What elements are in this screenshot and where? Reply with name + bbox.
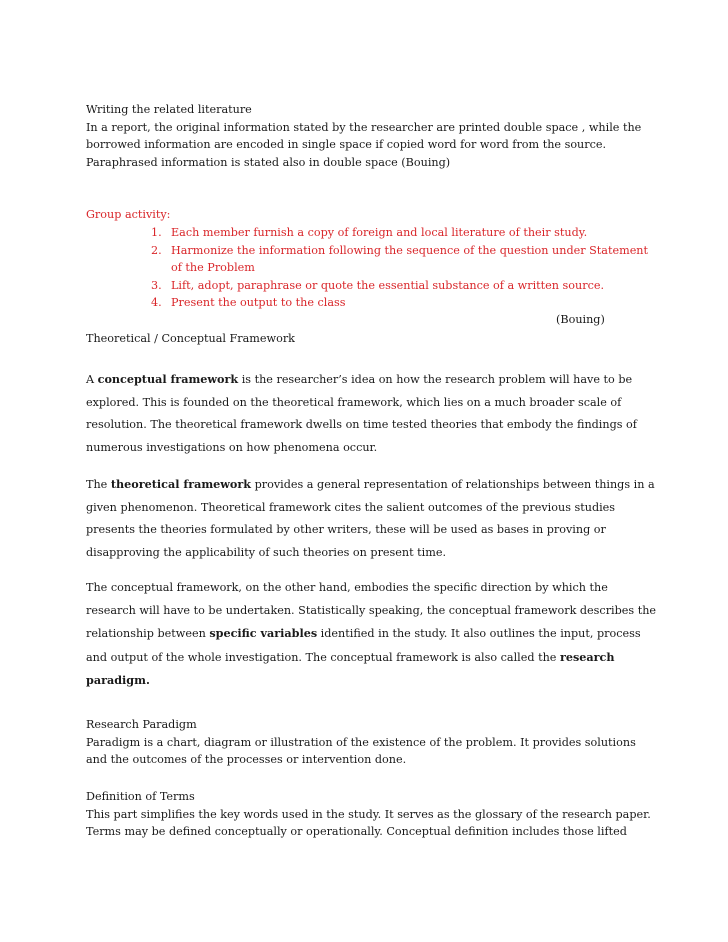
list-item-text: Each member furnish a copy of foreign and local literature of their study. <box>171 226 588 239</box>
list-item-text: Lift, adopt, paraphrase or quote the essential substance of a written source. <box>171 278 605 292</box>
research-paradigm-section <box>86 716 656 769</box>
text-run: The <box>86 478 111 491</box>
paradigm-heading: Research Paradigm <box>86 718 197 731</box>
list-number: 2. <box>151 243 162 257</box>
list-number: 1. <box>151 226 162 239</box>
paragraph-line: given phenomenon. Theoretical framework cites the salient outcomes of the previous studies <box>86 500 616 514</box>
paragraph-line: and the outcomes of the processes or intervention done. <box>86 753 407 767</box>
list-item <box>151 242 648 277</box>
conceptual-direction-paragraph <box>86 577 656 692</box>
paragraph-line <box>86 473 656 497</box>
conceptual-framework-paragraph <box>86 368 656 459</box>
framework-heading: Theoretical / Conceptual Framework <box>86 332 295 345</box>
paragraph-line: Paradigm is a chart, diagram or illustration of the existence of the problem. It provides solutions <box>86 735 636 749</box>
related-heading: Writing the related literature <box>86 103 252 116</box>
list-number: 4. <box>151 296 162 309</box>
theoretical-framework-paragraph <box>86 473 656 564</box>
bold-term: theoretical framework <box>110 477 252 491</box>
bold-term: paradigm. <box>86 673 150 687</box>
text-run: relationship between <box>86 627 210 640</box>
paragraph-line: The conceptual framework, on the other hand, embodies the specific direction by which the <box>86 581 608 594</box>
group-activity-list <box>151 224 648 312</box>
related-line: Paraphrased information is stated also in double space (Bouing) <box>86 156 451 170</box>
paragraph-line: This part simplifies the key words used in the study. It serves as the glossary of the research paper. <box>86 807 651 821</box>
list-item-text: Present the output to the class <box>171 296 346 309</box>
list-item <box>151 294 648 312</box>
paragraph-line: Terms may be defined conceptually or operationally. Conceptual definition includes those lifted <box>86 825 627 839</box>
definition-of-terms-section <box>86 788 656 841</box>
definition-heading: Definition of Terms <box>86 790 195 803</box>
bold-term: research <box>559 649 615 664</box>
text-run: A <box>86 373 98 386</box>
paragraph-line <box>86 622 656 646</box>
paragraph-line: resolution. The theoretical framework dwells on time tested theories that embody the findings of <box>86 418 637 431</box>
text-run: and output of the whole investigation. The conceptual framework is also called the <box>86 650 560 664</box>
text-run: is the researcher’s idea on how the research problem will have to be <box>238 373 633 386</box>
bold-term: specific variables <box>209 626 318 640</box>
related-line: In a report, the original information stated by the researcher are printed double space , while the <box>86 120 642 134</box>
citation: (Bouing) <box>556 313 605 326</box>
paragraph-line: presents the theories formulated by other writers, these will be used as bases in proving or <box>86 523 606 536</box>
related-literature-section <box>86 101 656 172</box>
list-number: 3. <box>151 278 162 292</box>
group-activity-heading: Group activity: <box>86 208 171 221</box>
paragraph-line: research will have to be undertaken. Statistically speaking, the conceptual framework describes the <box>86 603 657 617</box>
list-item-text: of the Problem <box>171 261 255 274</box>
related-line: borrowed information are encoded in single space if copied word for word from the source. <box>86 138 607 152</box>
paragraph-line: disapproving the applicability of such theories on present time. <box>86 545 447 559</box>
paragraph-line <box>86 646 656 670</box>
list-item <box>151 224 648 242</box>
paragraph-line: explored. This is founded on the theoretical framework, which lies on a much broader scale of <box>86 395 622 409</box>
text-run: provides a general representation of relationships between things in a <box>251 478 655 491</box>
list-item-text: Harmonize the information following the sequence of the question under Statement <box>171 243 649 257</box>
list-item <box>151 277 648 295</box>
bold-term: conceptual framework <box>97 372 239 386</box>
text-run: identified in the study. It also outlines the input, process <box>317 627 641 640</box>
paragraph-line: numerous investigations on how phenomena occur. <box>86 440 378 454</box>
paragraph-line <box>86 368 656 392</box>
